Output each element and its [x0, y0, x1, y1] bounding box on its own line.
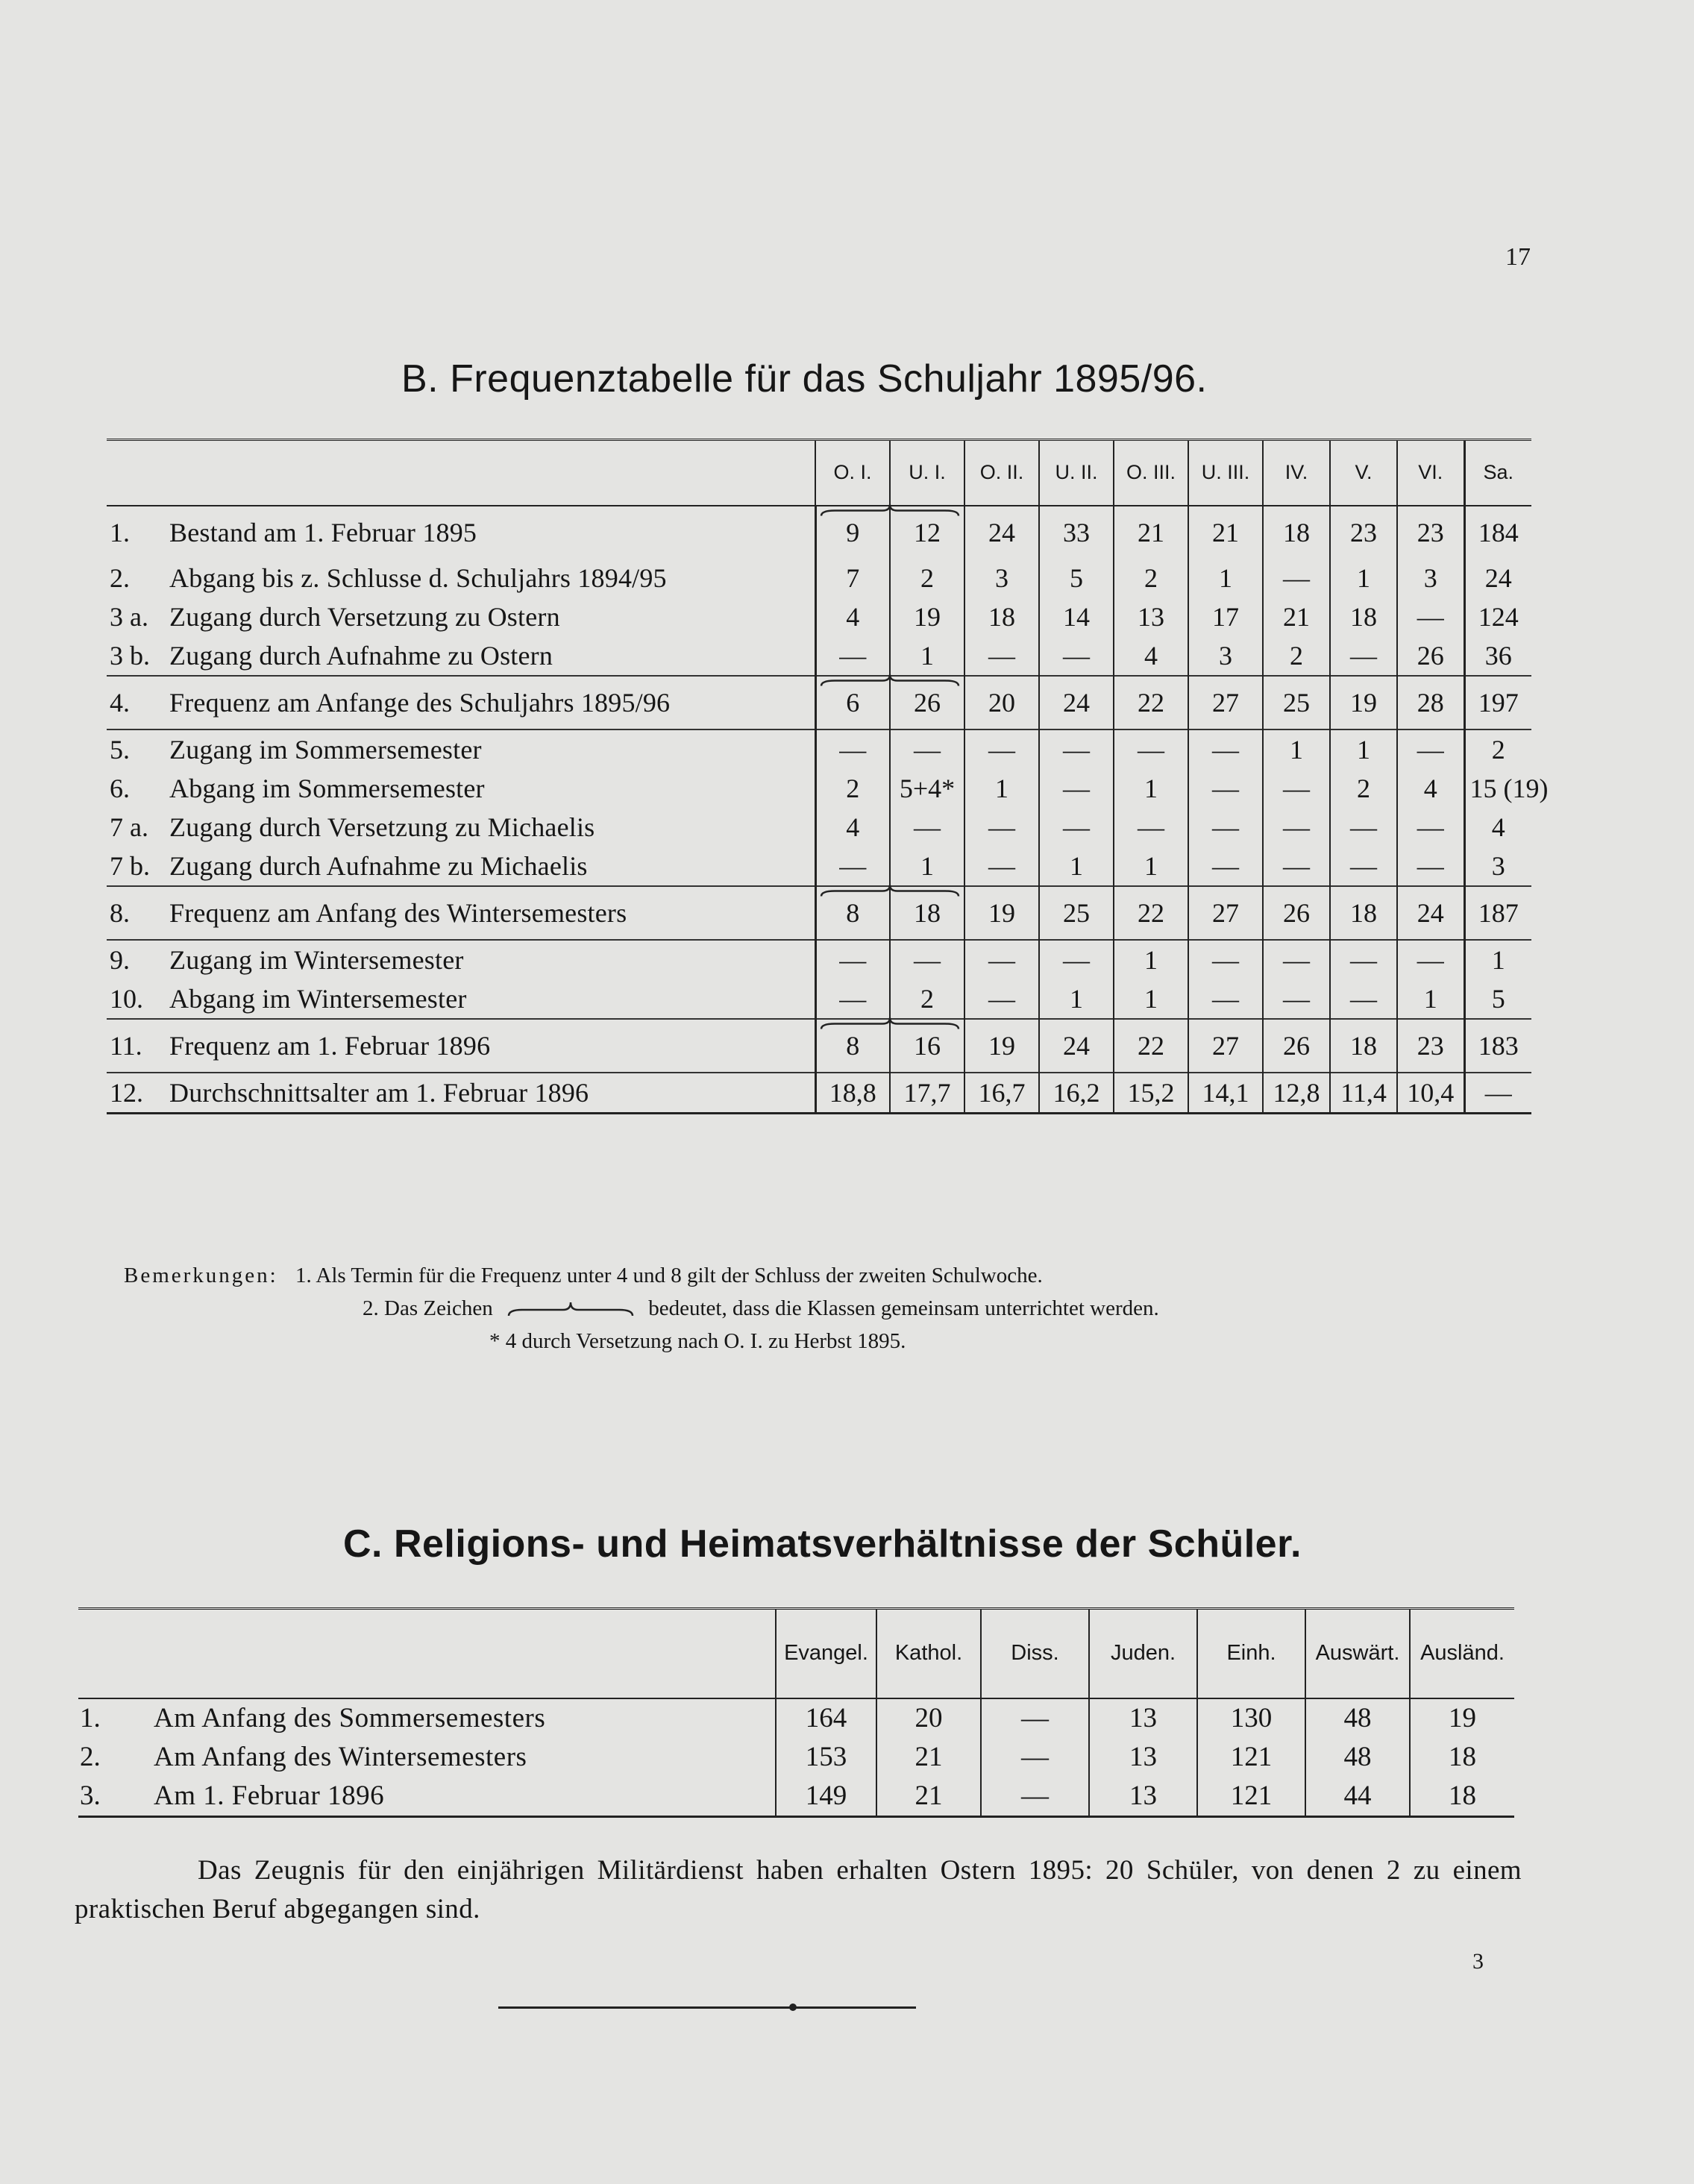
- cell: 1: [890, 636, 964, 676]
- cell: 12,8: [1263, 1073, 1330, 1114]
- remarks-label: Bemerkungen:: [124, 1264, 278, 1287]
- cell: 22: [1114, 676, 1188, 729]
- cell: 8: [815, 1019, 890, 1073]
- cell: —: [890, 729, 964, 769]
- religion-table-title: C. Religions- und Heimatsverhältnisse der Schüler.: [343, 1522, 1302, 1566]
- cell: —: [815, 940, 890, 979]
- cell: 187: [1464, 886, 1531, 940]
- cell: 10,4: [1397, 1073, 1464, 1114]
- cell: 22: [1114, 1019, 1188, 1073]
- cell: 2: [1464, 729, 1531, 769]
- col-evangel: Evangel.: [776, 1609, 876, 1698]
- col-auswaert: Auswärt.: [1305, 1609, 1410, 1698]
- cell: 1: [1039, 979, 1114, 1019]
- col-auslaend: Ausländ.: [1410, 1609, 1514, 1698]
- cell: 36: [1464, 636, 1531, 676]
- cell: 27: [1188, 1019, 1263, 1073]
- cell: 24: [1039, 1019, 1114, 1073]
- cell: 23: [1330, 506, 1397, 559]
- cell: 21: [1188, 506, 1263, 559]
- cell: 18: [1330, 1019, 1397, 1073]
- cell: 19: [1330, 676, 1397, 729]
- cell: —: [1263, 940, 1330, 979]
- cell: 2: [1114, 559, 1188, 597]
- cell: 14: [1039, 597, 1114, 636]
- cell: —: [1397, 597, 1464, 636]
- row-number: 2.: [110, 562, 130, 593]
- cell: 21: [1263, 597, 1330, 636]
- cell: 18: [1410, 1738, 1514, 1777]
- cell: 27: [1188, 886, 1263, 940]
- cell: 21: [876, 1738, 981, 1777]
- cell: 19: [890, 597, 964, 636]
- cell: 17: [1188, 597, 1263, 636]
- cell: 3: [1397, 559, 1464, 597]
- cell: 1: [1114, 847, 1188, 886]
- row-label: Zugang durch Versetzung zu Ostern: [169, 601, 560, 632]
- cell: 1: [1397, 979, 1464, 1019]
- cell: —: [1188, 769, 1263, 808]
- cell: —: [1397, 940, 1464, 979]
- col-u2: U. II.: [1039, 440, 1114, 506]
- cell: 23: [1397, 506, 1464, 559]
- cell: —: [1464, 1073, 1531, 1114]
- cell: —: [964, 808, 1039, 847]
- row-number: 6.: [110, 773, 130, 803]
- cell: —: [1114, 808, 1188, 847]
- cell: 2: [890, 559, 964, 597]
- row-number: 2.: [80, 1742, 101, 1772]
- col-u3: U. III.: [1188, 440, 1263, 506]
- cell: 184: [1464, 506, 1531, 559]
- cell: —: [964, 729, 1039, 769]
- cell: —: [1397, 847, 1464, 886]
- frequency-table: [107, 439, 1549, 1114]
- cell: 20: [876, 1698, 981, 1738]
- cell: —: [981, 1698, 1089, 1738]
- cell: —: [964, 940, 1039, 979]
- frequency-row: [107, 940, 1531, 979]
- cell: 26: [1397, 636, 1464, 676]
- cell: 16,2: [1039, 1073, 1114, 1114]
- row-number: 7 b.: [110, 850, 150, 881]
- remark-line-1: [124, 1259, 1616, 1292]
- cell: 6: [815, 676, 890, 729]
- cell: 2: [1263, 636, 1330, 676]
- military-certificate-note: Das Zeugnis für den einjährigen Militärdienst haben erhalten Ostern 1895: 20 Schüler, von denen 2 zu einem praktischen Beruf abgegangen sind.: [75, 1855, 1522, 1924]
- row-label: Zugang im Sommersemester: [166, 729, 815, 769]
- cell: —: [964, 979, 1039, 1019]
- row-label: Bestand am 1. Februar 1895: [166, 506, 815, 559]
- cell: 5+4*: [890, 769, 964, 808]
- row-label: Zugang im Wintersemester: [166, 940, 815, 979]
- cell: —: [964, 847, 1039, 886]
- cell: 197: [1464, 676, 1531, 729]
- religion-row: [78, 1777, 1514, 1817]
- cell: 8: [815, 886, 890, 940]
- cell: 7: [815, 559, 890, 597]
- cell: 44: [1305, 1777, 1410, 1817]
- row-label: Abgang bis z. Schlusse d. Schuljahrs 1894/95: [169, 562, 667, 593]
- cell: 153: [776, 1738, 876, 1777]
- cell: 24: [1039, 676, 1114, 729]
- cell: 18: [1263, 506, 1330, 559]
- frequency-row: [107, 559, 1531, 597]
- col-juden: Juden.: [1089, 1609, 1197, 1698]
- cell: 5: [1464, 979, 1531, 1019]
- cell: 1: [1330, 729, 1397, 769]
- cell: 124: [1464, 597, 1531, 636]
- col-sum: Sa.: [1464, 440, 1531, 506]
- remark-3-text: * 4 durch Versetzung nach O. I. zu Herbst 1895.: [489, 1329, 906, 1353]
- cell: 48: [1305, 1698, 1410, 1738]
- cell: 21: [1114, 506, 1188, 559]
- row-label: Zugang durch Aufnahme zu Michaelis: [169, 850, 588, 881]
- cell: —: [1039, 808, 1114, 847]
- cell: —: [1039, 636, 1114, 676]
- cell: 26: [1263, 886, 1330, 940]
- frequency-row: [107, 769, 1531, 808]
- row-label: Frequenz am 1. Februar 1896: [166, 1019, 815, 1073]
- cell: —: [890, 940, 964, 979]
- cell: 18: [890, 886, 964, 940]
- religion-table: [78, 1607, 1514, 1818]
- cell: 27: [1188, 676, 1263, 729]
- cell: 2: [890, 979, 964, 1019]
- cell: 4: [815, 597, 890, 636]
- row-label: Am Anfang des Sommersemesters: [149, 1698, 776, 1738]
- cell: 1: [1263, 729, 1330, 769]
- header-blank: [78, 1609, 776, 1698]
- frequency-header-row: [107, 440, 1531, 506]
- row-number: 3.: [78, 1777, 149, 1817]
- cell: 22: [1114, 886, 1188, 940]
- cell: 23: [1397, 1019, 1464, 1073]
- cell: 183: [1464, 1019, 1531, 1073]
- cell: —: [1188, 847, 1263, 886]
- cell: —: [1263, 979, 1330, 1019]
- cell: 13: [1089, 1738, 1197, 1777]
- col-einh: Einh.: [1197, 1609, 1305, 1698]
- cell: 3: [964, 559, 1039, 597]
- cell: 17,7: [890, 1073, 964, 1114]
- cell: —: [1039, 729, 1114, 769]
- religion-row: [78, 1698, 1514, 1738]
- remark-1-text: 1. Als Termin für die Frequenz unter 4 und 8 gilt der Schluss der zweiten Schulwoche.: [295, 1264, 1043, 1287]
- row-number: 9.: [107, 940, 166, 979]
- cell: 16: [890, 1019, 964, 1073]
- cell: 18: [964, 597, 1039, 636]
- cell: 3: [1188, 636, 1263, 676]
- cell: 18: [1330, 886, 1397, 940]
- cell: —: [1330, 847, 1397, 886]
- cell: —: [1188, 940, 1263, 979]
- cell: 18: [1330, 597, 1397, 636]
- cell: 4: [815, 808, 890, 847]
- row-label: Am 1. Februar 1896: [149, 1777, 776, 1817]
- frequency-row: [107, 979, 1531, 1019]
- cell: 2: [815, 769, 890, 808]
- cell: 1: [964, 769, 1039, 808]
- cell: 25: [1263, 676, 1330, 729]
- cell: —: [964, 636, 1039, 676]
- remark-2-text-b: bedeutet, dass die Klassen gemeinsam unterrichtet werden.: [648, 1296, 1159, 1320]
- frequency-row: [107, 729, 1531, 769]
- cell: 12: [890, 506, 964, 559]
- row-number: 3 a.: [110, 601, 148, 632]
- cell: —: [1263, 847, 1330, 886]
- cell: —: [1330, 979, 1397, 1019]
- cell: 24: [964, 506, 1039, 559]
- cell: —: [1397, 808, 1464, 847]
- frequency-row: [107, 1073, 1531, 1114]
- cell: —: [1397, 729, 1464, 769]
- col-o3: O. III.: [1114, 440, 1188, 506]
- remark-line-3: [489, 1325, 906, 1358]
- cell: 48: [1305, 1738, 1410, 1777]
- frequency-row: [107, 636, 1531, 676]
- row-number: 7 a.: [110, 812, 148, 842]
- cell: —: [1263, 559, 1330, 597]
- row-label: Abgang im Wintersemester: [169, 983, 467, 1014]
- row-label: Frequenz am Anfange des Schuljahrs 1895/96: [166, 676, 815, 729]
- cell: 24: [1397, 886, 1464, 940]
- cell: —: [1263, 808, 1330, 847]
- cell: —: [1330, 808, 1397, 847]
- cell: —: [815, 847, 890, 886]
- remark-2-text-a: 2. Das Zeichen: [363, 1296, 493, 1320]
- header-blank: [107, 440, 815, 506]
- cell: 121: [1197, 1738, 1305, 1777]
- cell: —: [815, 979, 890, 1019]
- cell: 15,2: [1114, 1073, 1188, 1114]
- row-number: 11.: [107, 1019, 166, 1073]
- cell: 4: [1114, 636, 1188, 676]
- frequency-row: [107, 847, 1531, 886]
- frequency-row: [107, 886, 1531, 940]
- row-number: 3 b.: [110, 640, 150, 671]
- cell: —: [1039, 769, 1114, 808]
- frequency-table-title: B. Frequenztabelle für das Schuljahr 1895/96.: [401, 357, 1208, 401]
- cell: 1: [1114, 769, 1188, 808]
- row-number: 1.: [107, 506, 166, 559]
- cell: 16,7: [964, 1073, 1039, 1114]
- row-number: 1.: [78, 1698, 149, 1738]
- cell: —: [815, 636, 890, 676]
- col-vi: VI.: [1397, 440, 1464, 506]
- col-u1: U. I.: [890, 440, 964, 506]
- cell: 13: [1089, 1698, 1197, 1738]
- cell: 9: [815, 506, 890, 559]
- col-diss: Diss.: [981, 1609, 1089, 1698]
- cell: 18,8: [815, 1073, 890, 1114]
- cell: 4: [1464, 808, 1531, 847]
- cell: 1: [1330, 559, 1397, 597]
- cell: 4: [1397, 769, 1464, 808]
- row-label: Zugang durch Versetzung zu Michaelis: [169, 812, 595, 842]
- row-number: 4.: [107, 676, 166, 729]
- row-label: Zugang durch Aufnahme zu Ostern: [169, 640, 553, 671]
- cell: —: [1039, 940, 1114, 979]
- cell: 26: [890, 676, 964, 729]
- cell: 14,1: [1188, 1073, 1263, 1114]
- frequency-row: [107, 676, 1531, 729]
- cell: 19: [964, 1019, 1039, 1073]
- cell: 19: [964, 886, 1039, 940]
- remark-line-2: [363, 1292, 1159, 1325]
- end-rule: [498, 2006, 916, 2009]
- cell: 26: [1263, 1019, 1330, 1073]
- page-number: 17: [1505, 243, 1531, 271]
- frequency-row: [107, 597, 1531, 636]
- col-o2: O. II.: [964, 440, 1039, 506]
- cell: 13: [1089, 1777, 1197, 1817]
- cell: 130: [1197, 1698, 1305, 1738]
- frequency-row: [107, 506, 1531, 559]
- frequency-row: [107, 1019, 1531, 1073]
- cell: 13: [1114, 597, 1188, 636]
- cell: 18: [1410, 1777, 1514, 1817]
- cell: 33: [1039, 506, 1114, 559]
- cell: —: [1188, 729, 1263, 769]
- cell: 28: [1397, 676, 1464, 729]
- cell: 11,4: [1330, 1073, 1397, 1114]
- cell: 1: [890, 847, 964, 886]
- cell: —: [1188, 808, 1263, 847]
- cell: 1: [1188, 559, 1263, 597]
- cell: 121: [1197, 1777, 1305, 1817]
- cell: 5: [1039, 559, 1114, 597]
- cell: 19: [1410, 1698, 1514, 1738]
- frequency-row: [107, 808, 1531, 847]
- cell: 1: [1114, 940, 1188, 979]
- cell: 1: [1464, 940, 1531, 979]
- row-number: 8.: [107, 886, 166, 940]
- footer-mark: 3: [1472, 1949, 1484, 1974]
- col-kathol: Kathol.: [876, 1609, 981, 1698]
- cell: —: [1188, 979, 1263, 1019]
- cell: 20: [964, 676, 1039, 729]
- row-number: 10.: [110, 983, 143, 1014]
- row-number: 5.: [107, 729, 166, 769]
- col-v: V.: [1330, 440, 1397, 506]
- cell: —: [1263, 769, 1330, 808]
- end-rule-dot: [789, 2003, 797, 2011]
- cell: —: [890, 808, 964, 847]
- row-label: Frequenz am Anfang des Wintersemesters: [166, 886, 815, 940]
- cell: —: [1330, 940, 1397, 979]
- cell: 1: [1039, 847, 1114, 886]
- col-iv: IV.: [1263, 440, 1330, 506]
- cell: 149: [776, 1777, 876, 1817]
- cell: 24: [1464, 559, 1531, 597]
- cell: 15 (19): [1464, 769, 1531, 808]
- row-label: Durchschnittsalter am 1. Februar 1896: [166, 1073, 815, 1114]
- cell: —: [981, 1738, 1089, 1777]
- cell: —: [981, 1777, 1089, 1817]
- cell: —: [1330, 636, 1397, 676]
- religion-row: [78, 1738, 1514, 1777]
- cell: —: [815, 729, 890, 769]
- row-label: Am Anfang des Wintersemesters: [154, 1742, 527, 1772]
- cell: 25: [1039, 886, 1114, 940]
- row-label: Abgang im Sommersemester: [169, 773, 485, 803]
- col-o1: O. I.: [815, 440, 890, 506]
- religion-header-row: [78, 1609, 1514, 1698]
- cell: 3: [1464, 847, 1531, 886]
- cell: 21: [876, 1777, 981, 1817]
- cell: 164: [776, 1698, 876, 1738]
- row-number: 12.: [107, 1073, 166, 1114]
- brace-symbol-icon: [507, 1301, 634, 1319]
- cell: 1: [1114, 979, 1188, 1019]
- cell: 2: [1330, 769, 1397, 808]
- cell: —: [1114, 729, 1188, 769]
